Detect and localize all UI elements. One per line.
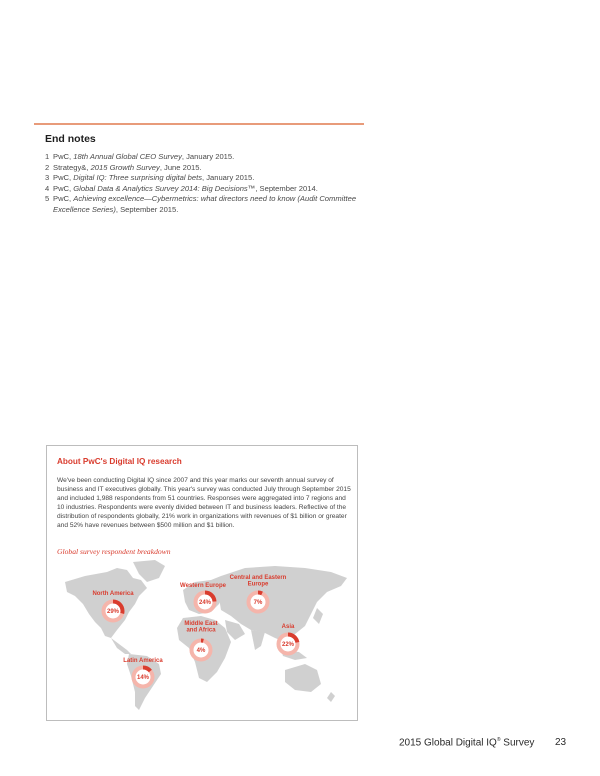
svg-text:29%: 29% <box>106 609 120 616</box>
end-note-number: 2 <box>45 162 50 172</box>
about-research-box <box>46 445 358 721</box>
end-note-text: PwC, Digital IQ: Three surprising digital bets, January 2015. <box>53 173 255 183</box>
svg-text:North America: North America <box>92 591 134 597</box>
end-note-text: PwC, 18th Annual Global CEO Survey, January 2015. <box>53 152 235 161</box>
end-note-item <box>45 173 375 184</box>
about-body: We've been conducting Digital IQ since 2007 and this year marks our seventh annual survey of business and IT executives globally. This year's survey was conducted July through September 2015 and included 1,988 respondents from 51 countries. Responses were aggregated into 7 regions and 10 industries. Respondents were evenly divided between IT and business leaders. Reflective of the distribution of respondents globally, 21% work in organizations with revenues of $1 billion or greater and 52% have revenues between $500 million and $1 billion. <box>57 477 351 530</box>
svg-text:22%: 22% <box>281 642 295 649</box>
section-divider <box>34 123 364 125</box>
end-note-item <box>45 194 375 215</box>
end-note-number: 5 <box>45 194 50 204</box>
svg-text:and Africa: and Africa <box>186 627 216 634</box>
footer-title <box>399 737 534 748</box>
svg-text:7%: 7% <box>253 600 263 607</box>
page-number: 23 <box>555 737 567 748</box>
end-note-number: 3 <box>45 173 50 183</box>
footer-title-text: 2015 Global Digital IQ <box>399 737 497 749</box>
map-title: Global survey respondent breakdown <box>57 547 171 556</box>
end-note-text: PwC, Global Data & Analytics Survey 2014: Big Decisions™, September 2014. <box>53 183 318 193</box>
end-note-number: 4 <box>45 183 50 193</box>
svg-text:4%: 4% <box>196 648 206 655</box>
end-notes-title: End notes <box>45 133 96 145</box>
svg-text:Middle East: Middle East <box>184 621 218 627</box>
end-note-number: 1 <box>45 152 50 161</box>
svg-text:Europe: Europe <box>247 581 269 588</box>
end-note-item <box>45 163 375 174</box>
end-note-text: Strategy&, 2015 Growth Survey, June 2015. <box>53 162 202 172</box>
svg-text:24%: 24% <box>198 600 212 607</box>
end-note-item <box>45 184 375 195</box>
end-note-item <box>45 152 375 163</box>
footer-title-suffix: Survey <box>500 737 535 749</box>
svg-text:Western Europe: Western Europe <box>180 583 226 589</box>
world-map-chart <box>55 558 355 718</box>
svg-text:14%: 14% <box>136 675 150 682</box>
end-notes-list <box>45 152 375 216</box>
registered-mark: ® <box>496 737 501 743</box>
end-note-text: PwC, Achieving excellence—Cybermetrics: what directors need to know (Audit Committee Excellence Series), September 2015. <box>53 194 357 214</box>
svg-text:Asia: Asia <box>281 624 295 630</box>
about-title: About PwC's Digital IQ research <box>57 457 182 466</box>
svg-text:Latin America: Latin America <box>123 658 163 664</box>
svg-text:Central and Eastern: Central and Eastern <box>229 575 287 581</box>
